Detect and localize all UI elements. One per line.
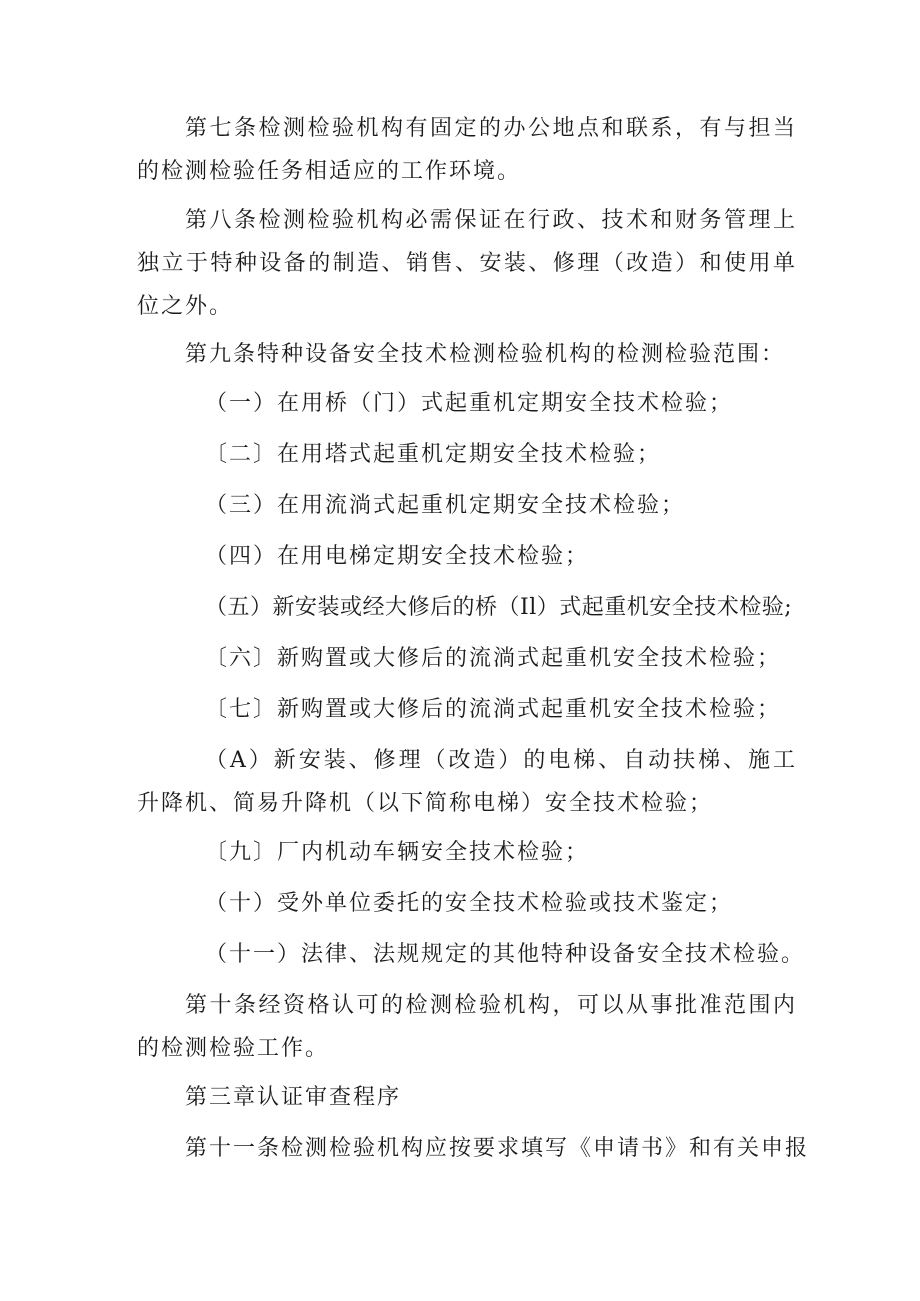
- chapter-heading-text: 第三章认证审查程序: [185, 1085, 402, 1110]
- paragraph-text: 第十条经资格认可的检测检验机构，可以从事批准范围内的检测检验工作。: [137, 993, 797, 1061]
- list-item-2: [137, 433, 797, 476]
- list-item-text: （三）在用流淌式起重机定期安全技术检验；: [205, 493, 686, 518]
- list-item-text: 〔二〕在用塔式起重机定期安全技术检验；: [205, 442, 662, 467]
- list-item-text: 〔九〕厂内机动车辆安全技术检验；: [205, 840, 590, 865]
- list-item-text: （四）在用电梯定期安全技术检验；: [205, 544, 590, 569]
- list-item-text: 〔六〕新购置或大修后的流淌式起重机安全技术检验；: [205, 646, 782, 671]
- list-item-text: （十）受外单位委托的安全技术检验或技术鉴定；: [205, 891, 734, 916]
- list-item-text: 〔七〕新购置或大修后的流淌式起重机安全技术检验；: [205, 697, 782, 722]
- list-item-text: （一）在用桥（门）式起重机定期安全技术检验；: [205, 391, 734, 416]
- paragraph-article-7: [137, 107, 797, 193]
- list-item-10: [137, 882, 797, 925]
- list-item-1: [137, 382, 797, 425]
- list-item-8: [137, 739, 797, 825]
- list-item-text: （十一）法律、法规规定的其他特种设备安全技术检验。: [205, 942, 806, 967]
- list-item-text: （五）新安装或经大修后的桥（Il）式起重机安全技术检验;: [205, 595, 793, 620]
- paragraph-article-10: [137, 984, 797, 1070]
- paragraph-article-11: [137, 1127, 810, 1170]
- list-item-6: [137, 637, 797, 680]
- list-item-9: [137, 831, 797, 874]
- paragraph-text: 第七条检测检验机构有固定的办公地点和联系，有与担当的检测检验任务相适应的工作环境。: [137, 116, 797, 184]
- paragraph-text: 第八条检测检验机构必需保证在行政、技术和财务管理上独立于特种设备的制造、销售、安装、修理（改造）和使用单位之外。: [137, 208, 797, 319]
- list-item-11: [137, 933, 806, 976]
- paragraph-text: 第十一条检测检验机构应按要求填写《申请书》和有关申报: [185, 1136, 810, 1161]
- list-item-5: [137, 586, 797, 629]
- chapter-heading: [137, 1076, 797, 1119]
- list-item-4: [137, 535, 797, 578]
- list-item-3: [137, 484, 797, 527]
- paragraph-text: 第九条特种设备安全技术检测检验机构的检测检验范围：: [185, 342, 786, 367]
- paragraph-article-9: [137, 333, 797, 376]
- list-item-7: [137, 688, 797, 731]
- list-item-text: （A）新安装、修理（改造）的电梯、自动扶梯、施工升降机、简易升降机（以下简称电梯）安全技术检验；: [137, 748, 797, 816]
- paragraph-article-8: [137, 199, 797, 328]
